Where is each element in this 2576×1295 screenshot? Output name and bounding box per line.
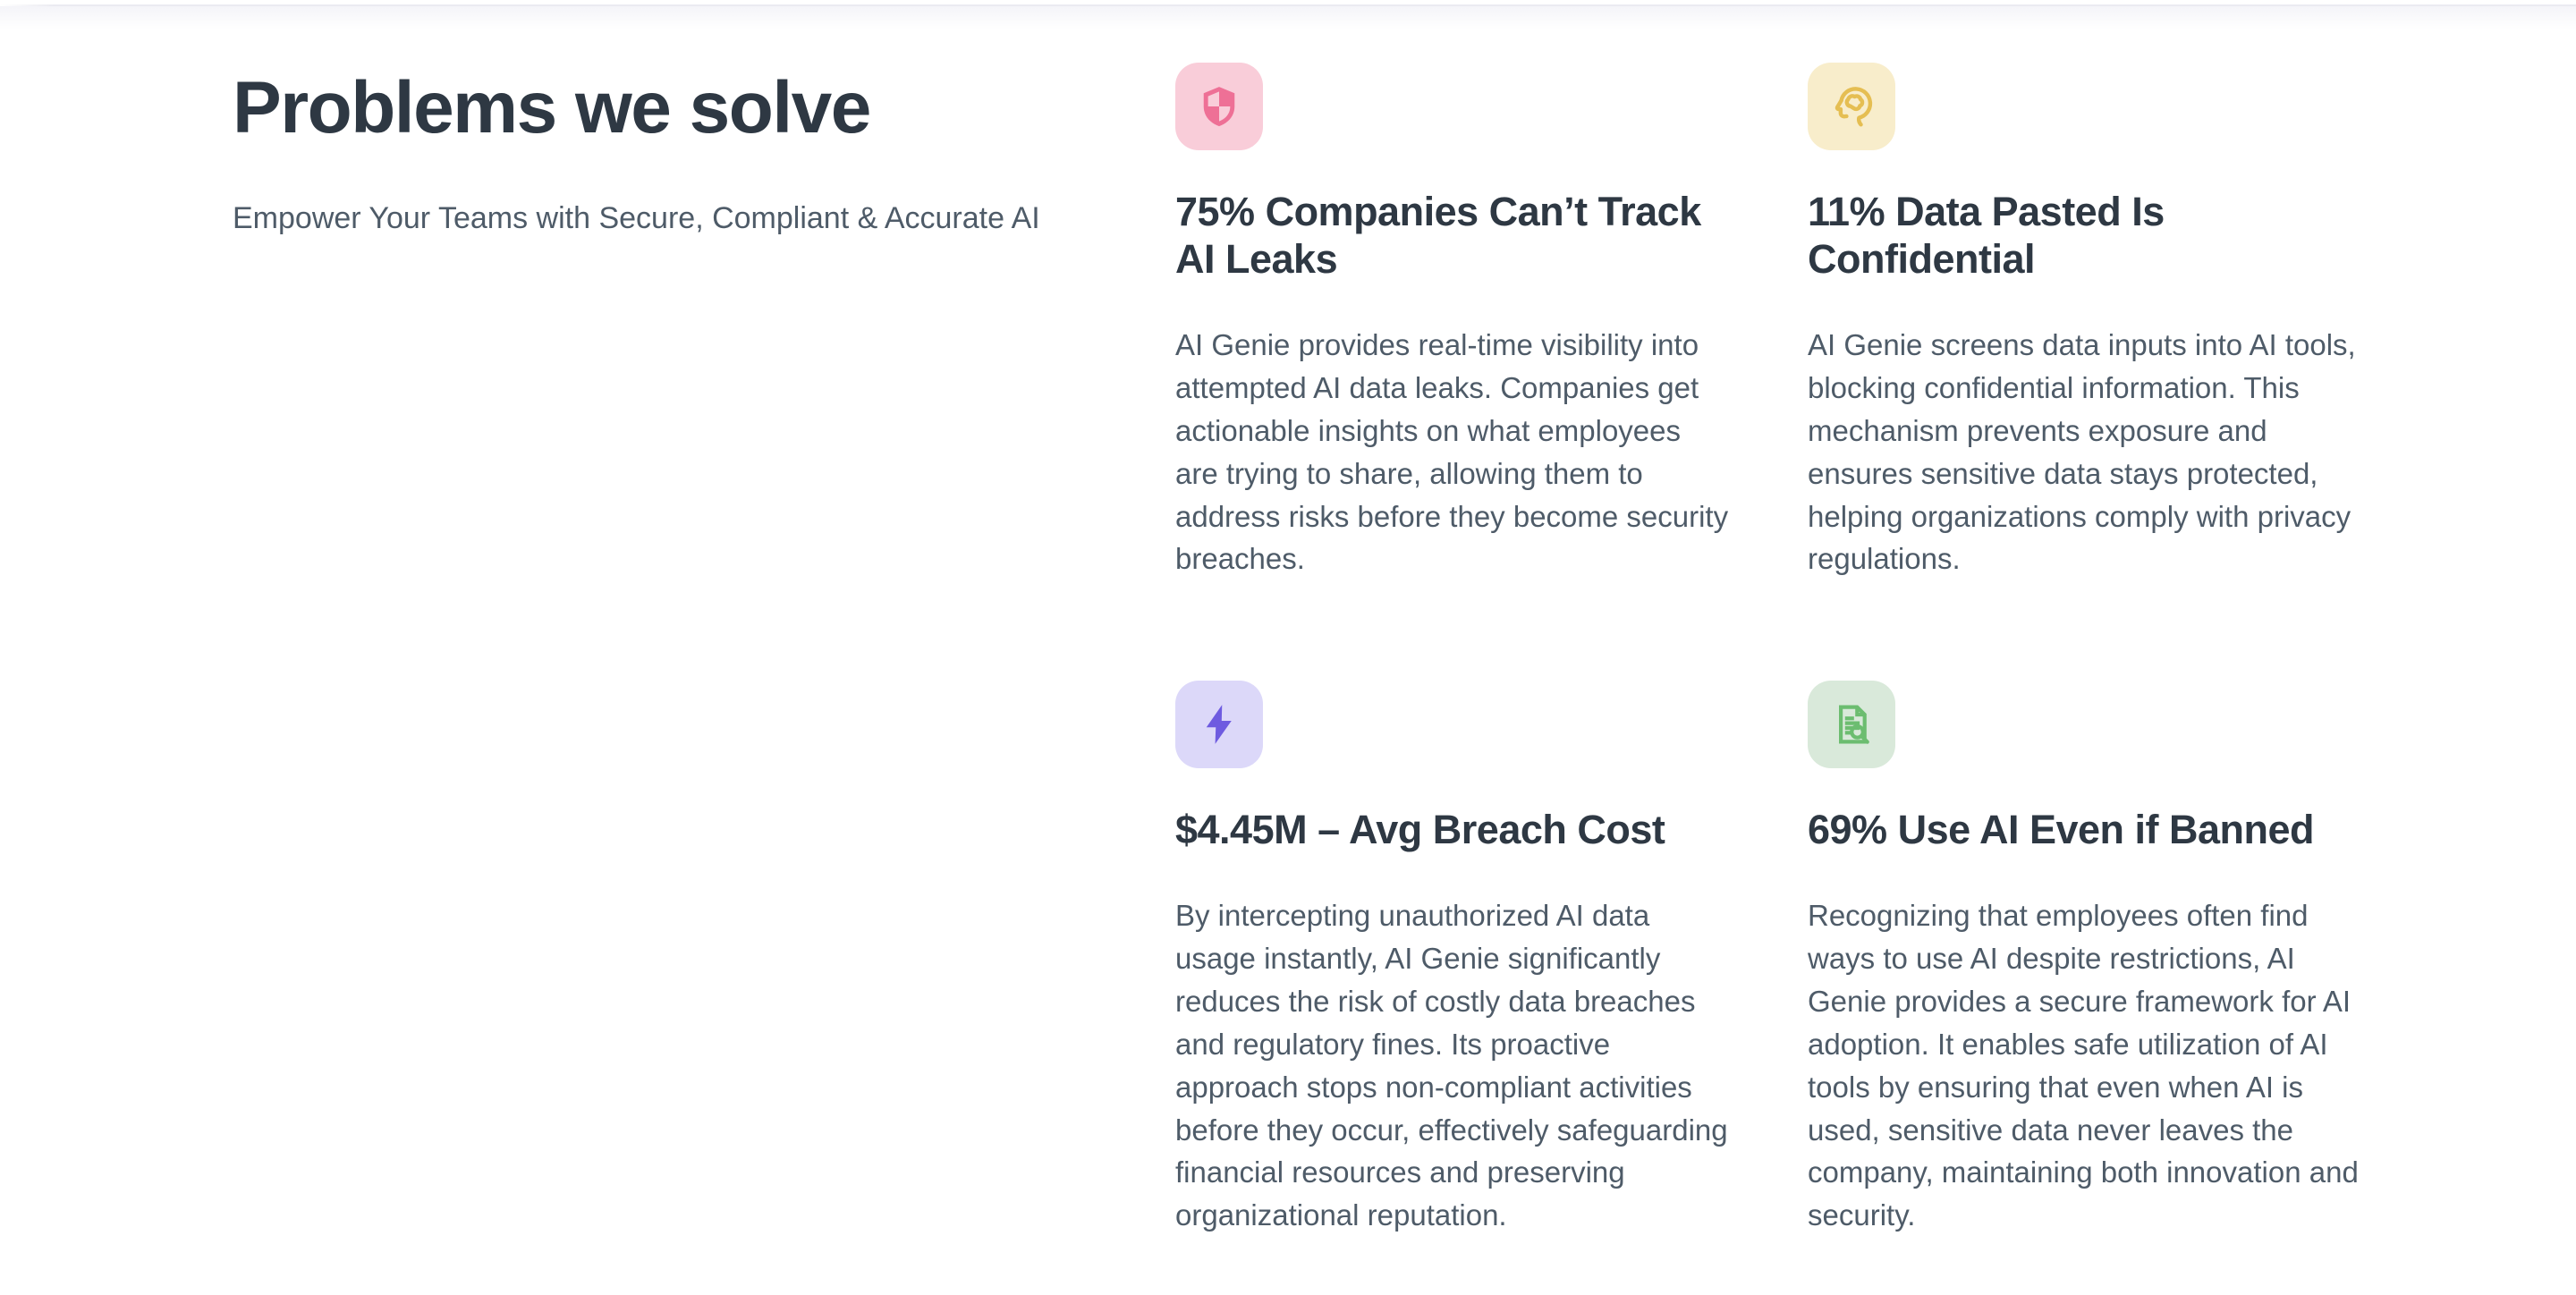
problem-card-banned-ai-use [1808,681,2362,1237]
page-title: Problems we solve [233,67,870,148]
card-body: By intercepting unauthorized AI data usage instantly, AI Genie significantly reduces the risk of costly data breaches and regulatory fines. Its proactive approach stops non-compliant activities before they occur, effectively safeguarding financial resources and preserving organizational reputation. [1175,899,1728,1232]
problem-cards-grid [1175,63,2362,1237]
section-subtitle: Empower Your Teams with Secure, Compliant & Accurate AI [233,200,1040,235]
top-section-divider [0,4,2576,6]
lightning-bolt-icon [1194,699,1244,749]
icon-tile [1175,681,1263,768]
shield-check-icon [1194,81,1244,131]
card-title: 75% Companies Can’t Track AI Leaks [1175,189,1701,283]
card-title: 11% Data Pasted Is Confidential [1808,189,2165,283]
problem-card-ai-leaks [1175,63,1730,580]
card-title: 69% Use AI Even if Banned [1808,807,2315,853]
document-search-icon [1826,699,1877,749]
icon-tile [1808,681,1895,768]
card-body: AI Genie screens data inputs into AI tools, blocking confidential information. This mechanism prevents exposure and ensures sensitive data stays protected, helping organizations comply with privacy regulations. [1808,328,2356,576]
icon-tile [1175,63,1263,150]
problem-card-breach-cost [1175,681,1730,1237]
head-brain-icon [1826,81,1877,131]
card-body: AI Genie provides real-time visibility into attempted AI data leaks. Companies get actionable insights on what employees are trying to share, allowing them to address risks before they become security breaches. [1175,328,1729,576]
section-intro [233,63,1175,240]
card-title: $4.45M – Avg Breach Cost [1175,807,1665,853]
icon-tile [1808,63,1895,150]
card-body: Recognizing that employees often find ways to use AI despite restrictions, AI Genie provides a secure framework for AI adoption. It enables safe utilization of AI tools by ensuring that even when AI is used, sensitive data never leaves the company, maintaining both innovation and security. [1808,899,2359,1232]
problem-card-confidential-data [1808,63,2362,580]
